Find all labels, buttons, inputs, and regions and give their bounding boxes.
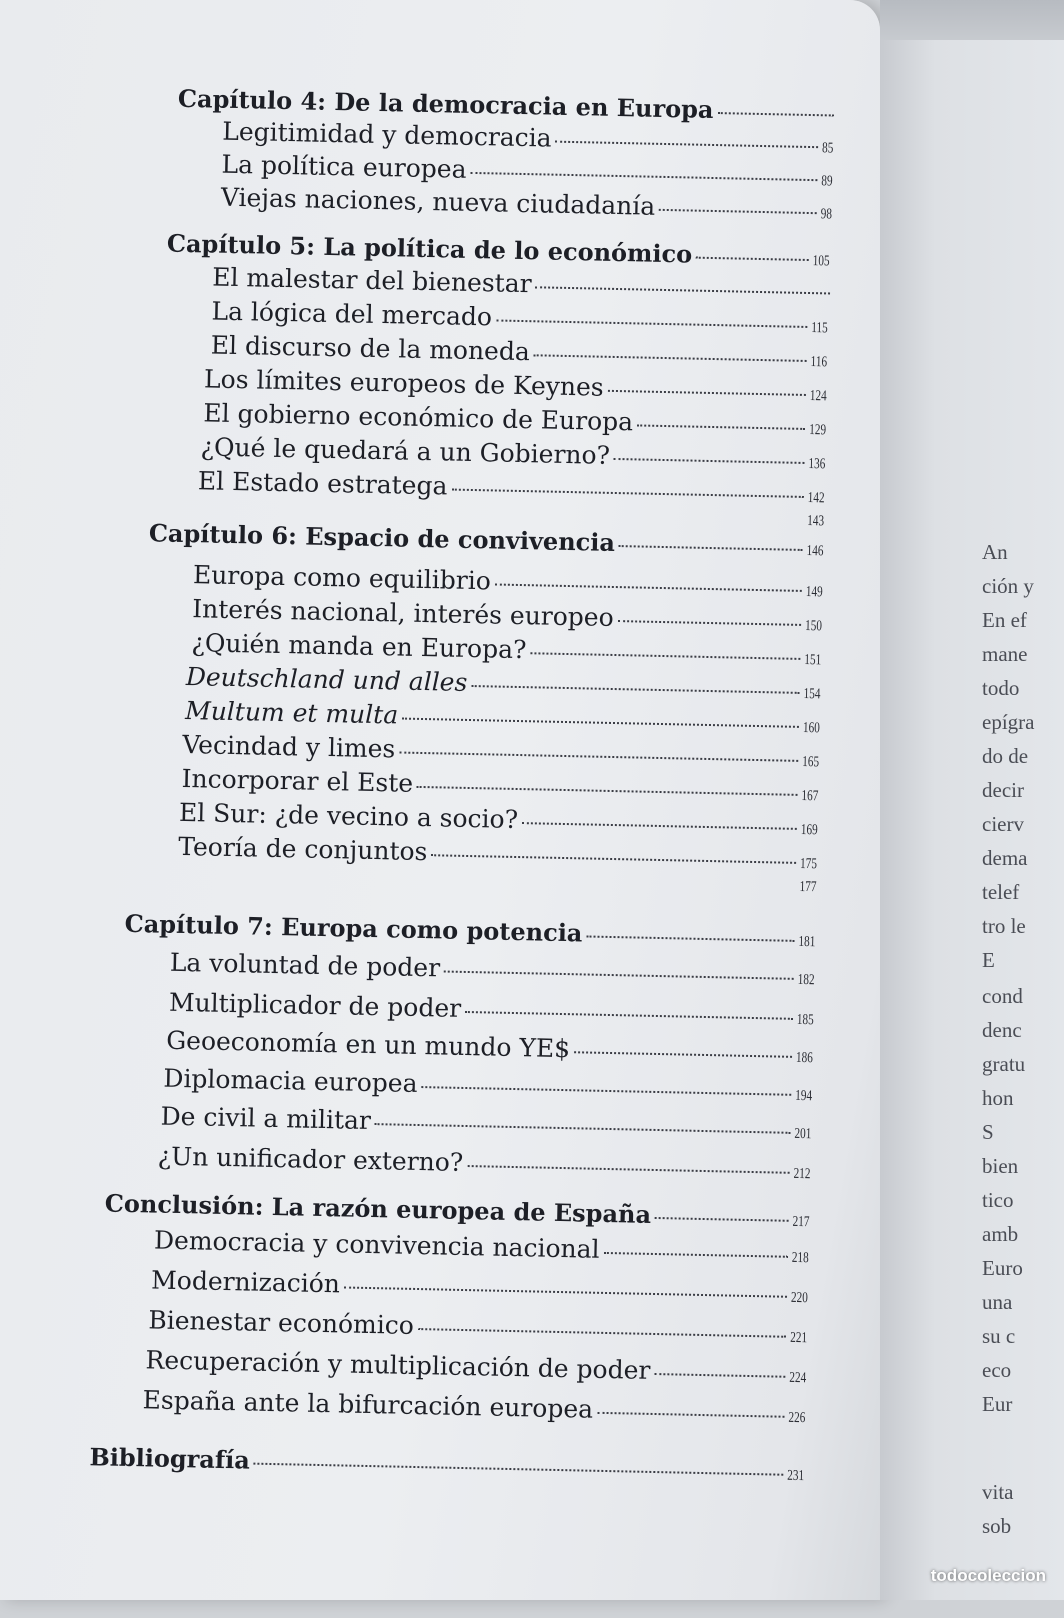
dot-leader (375, 1123, 790, 1134)
dot-leader (586, 935, 794, 941)
toc-page-number: 154 (802, 685, 821, 703)
dot-leader (717, 112, 833, 116)
toc-entry-row (148, 1305, 812, 1348)
toc-entry-label: Capítulo 6: Espacio de convivencia (148, 518, 616, 557)
toc-entry-label: Teoría de conjuntos (178, 831, 428, 867)
toc-entry-row (145, 1345, 811, 1388)
dot-leader (465, 1011, 792, 1020)
toc-page-number: 221 (789, 1329, 807, 1347)
dot-leader (431, 854, 795, 864)
facing-page (880, 40, 1064, 1600)
toc-entry-row (170, 948, 820, 991)
toc-entry-label: El malestar del bienestar (211, 262, 532, 299)
toc-entry-label: Capítulo 5: La política de lo económico (166, 228, 693, 269)
toc-entry-label: Deutschland und alles (185, 662, 468, 697)
facing-page-text: Euro (982, 1256, 1023, 1280)
toc-entry-label: Multum et multa (184, 696, 399, 730)
toc-entry-row (154, 1226, 814, 1269)
toc-entry-label: Legitimidad y democracia (221, 116, 552, 153)
toc-entry-label: Multiplicador de poder (168, 987, 462, 1023)
toc-entry-label: La política europea (221, 149, 467, 184)
facing-page-text: una (982, 1290, 1013, 1314)
dot-leader (696, 257, 808, 261)
toc-chapter-row (89, 1442, 809, 1486)
toc-page-number: 136 (807, 456, 825, 473)
toc-entry-label: Interés nacional, interés europeo (191, 594, 615, 632)
toc-entry-label: Europa como equilibrio (192, 560, 492, 596)
dot-leader (637, 424, 805, 430)
toc-entry-label: Bibliografía (89, 1442, 251, 1475)
facing-page-text: tico (982, 1188, 1014, 1212)
toc-page-number: 124 (809, 388, 827, 405)
facing-page-text: do de (982, 744, 1029, 768)
facing-page-text: cond (982, 984, 1023, 1008)
facing-page-text: dema (982, 846, 1028, 870)
facing-page-text: sob (982, 1514, 1012, 1538)
toc-page-number: 185 (796, 1011, 814, 1029)
toc-page-number: 160 (802, 719, 820, 737)
dot-leader (399, 752, 798, 762)
spacer (178, 878, 799, 891)
facing-page-text: tro le (982, 914, 1026, 938)
toc-page-number: 226 (787, 1409, 806, 1427)
toc-page-number: 129 (808, 422, 826, 439)
toc-entry-label: El discurso de la moneda (210, 330, 531, 367)
toc-entry-row (151, 1265, 813, 1308)
toc-page-number: 177 (798, 878, 817, 896)
toc-entry-label: Los límites europeos de Keynes (203, 364, 604, 402)
toc-entry-label: ¿Un unificador externo? (157, 1141, 464, 1177)
dot-leader (496, 319, 808, 328)
toc-chapter-row (124, 909, 820, 953)
toc-page-number: 220 (790, 1289, 808, 1307)
facing-page-text: hon (982, 1086, 1014, 1110)
toc-entry-label: Democracia y convivencia nacional (153, 1225, 600, 1264)
toc-page-number: 115 (811, 320, 828, 337)
toc-page-number: 194 (794, 1087, 812, 1105)
toc-entry-label: El gobierno económico de Europa (203, 398, 634, 437)
facing-page-text: cierv (982, 812, 1024, 836)
toc-entry-label: La lógica del mercado (211, 296, 493, 332)
dot-leader (471, 685, 799, 694)
facing-page-text: ción y (982, 574, 1034, 598)
toc-entry-row (169, 988, 819, 1031)
toc-entry-label: Viejas naciones, nueva ciudadanía (220, 182, 656, 221)
facing-page-text: todo (982, 676, 1020, 700)
toc-page-number: 167 (800, 787, 819, 805)
toc-entry-label: Bienestar económico (148, 1305, 415, 1340)
toc-entry-row (158, 1142, 816, 1185)
dot-leader (654, 1373, 785, 1378)
dot-leader (530, 652, 800, 660)
facing-page-text: mane (982, 642, 1028, 666)
facing-page-text: gratu (982, 1052, 1026, 1076)
toc-entry-row (166, 1026, 818, 1069)
toc-entry-label: Diplomacia europea (163, 1063, 418, 1098)
toc-page-number: 150 (804, 617, 822, 635)
facing-page-text: An (982, 540, 1008, 564)
dot-leader (603, 1252, 787, 1258)
facing-page-text: amb (982, 1222, 1019, 1246)
facing-page-text: bien (982, 1154, 1019, 1178)
dot-leader (534, 354, 807, 362)
toc-page-number: 116 (810, 354, 828, 371)
dot-leader (444, 971, 793, 980)
facing-page-text: Eur (982, 1392, 1013, 1416)
facing-page-text: S (982, 1120, 994, 1144)
toc-page-number: 201 (793, 1125, 811, 1143)
dot-leader (659, 209, 817, 214)
dot-leader (467, 1165, 789, 1174)
dot-leader (417, 786, 797, 796)
dot-leader (254, 1463, 783, 1476)
dot-leader (495, 583, 802, 591)
toc-page-number: 98 (820, 206, 833, 223)
toc-entry-label: ¿Qué le quedará a un Gobierno? (200, 432, 611, 470)
toc-page-number: 143 (806, 513, 824, 530)
toc-page-number: 85 (821, 140, 834, 157)
toc-page-number: 165 (801, 753, 819, 771)
toc-page-number: 231 (786, 1467, 804, 1485)
dot-leader (470, 172, 817, 181)
facing-page-text: vita (982, 1480, 1014, 1504)
dot-leader (556, 141, 819, 148)
dot-leader (574, 1051, 792, 1058)
toc-entry-label: Conclusión: La razón europea de España (104, 1188, 652, 1229)
toc-page-number: 89 (821, 173, 833, 190)
toc-entry-row (163, 1064, 817, 1107)
toc-page-number: 149 (805, 583, 823, 601)
toc-entry-label: Vecindad y limes (182, 729, 396, 764)
toc-entry-label: Modernización (150, 1265, 341, 1299)
facing-page-text: telef (982, 880, 1020, 904)
toc-page-number: 151 (803, 651, 821, 669)
toc-entry-label: Capítulo 4: De la democracia en Europa (177, 83, 714, 124)
toc-page-number: 142 (807, 490, 825, 507)
toc-entry-row (142, 1385, 810, 1428)
watermark: todocoleccion (930, 1566, 1046, 1585)
toc-page-number: 186 (795, 1049, 813, 1067)
dot-leader (619, 545, 802, 551)
toc-page-number: 224 (788, 1369, 806, 1387)
dot-leader (418, 1328, 786, 1338)
dot-leader (344, 1286, 787, 1297)
dot-leader (536, 286, 831, 294)
toc-page-number: 146 (805, 543, 824, 560)
dot-leader (655, 1217, 788, 1222)
toc-entry-label: De civil a militar (160, 1101, 372, 1136)
toc-entry-label: Incorporar el Este (181, 763, 414, 798)
toc-entry-row (160, 1102, 816, 1145)
toc-page-number: 169 (800, 821, 818, 839)
facing-page-text: E (982, 948, 995, 972)
toc-entry-label: ¿Quién manda en Europa? (191, 628, 527, 665)
toc-entry-label: Recuperación y multiplicación de poder (145, 1345, 651, 1385)
toc-page-number: 175 (799, 855, 817, 873)
facing-page-text: su c (982, 1324, 1016, 1348)
toc-page-number: 182 (796, 971, 815, 989)
dot-leader (402, 718, 798, 728)
dot-leader (597, 1412, 784, 1418)
toc-entry-label: El Sur: ¿de vecino a socio? (178, 797, 519, 835)
toc-page-number: 218 (791, 1249, 809, 1267)
dot-leader (618, 620, 801, 626)
facing-page-text: denc (982, 1018, 1022, 1042)
facing-page-text: En ef (982, 608, 1027, 632)
facing-page-text: decir (982, 778, 1024, 802)
dot-leader (421, 1086, 790, 1096)
toc-page-number: 181 (797, 933, 815, 951)
toc-page-number: 105 (812, 253, 830, 270)
dot-leader (608, 390, 806, 396)
dot-leader (614, 458, 804, 464)
toc-entry-label: Geoeconomía en un mundo YE$ (165, 1025, 571, 1064)
toc-entry-label: La voluntad de poder (169, 947, 441, 983)
toc-entry-label: Capítulo 7: Europa como potencia (124, 908, 583, 948)
toc-page-number: 212 (792, 1165, 811, 1183)
dot-leader (522, 822, 796, 830)
toc-entry-label: España ante la bifurcación europea (142, 1385, 594, 1424)
toc-entry-label: El Estado estratega (197, 466, 448, 501)
dot-leader (451, 489, 803, 498)
toc-page-number: 217 (791, 1213, 810, 1231)
facing-page-text: eco (982, 1358, 1012, 1382)
facing-page-text: epígra (982, 710, 1035, 734)
